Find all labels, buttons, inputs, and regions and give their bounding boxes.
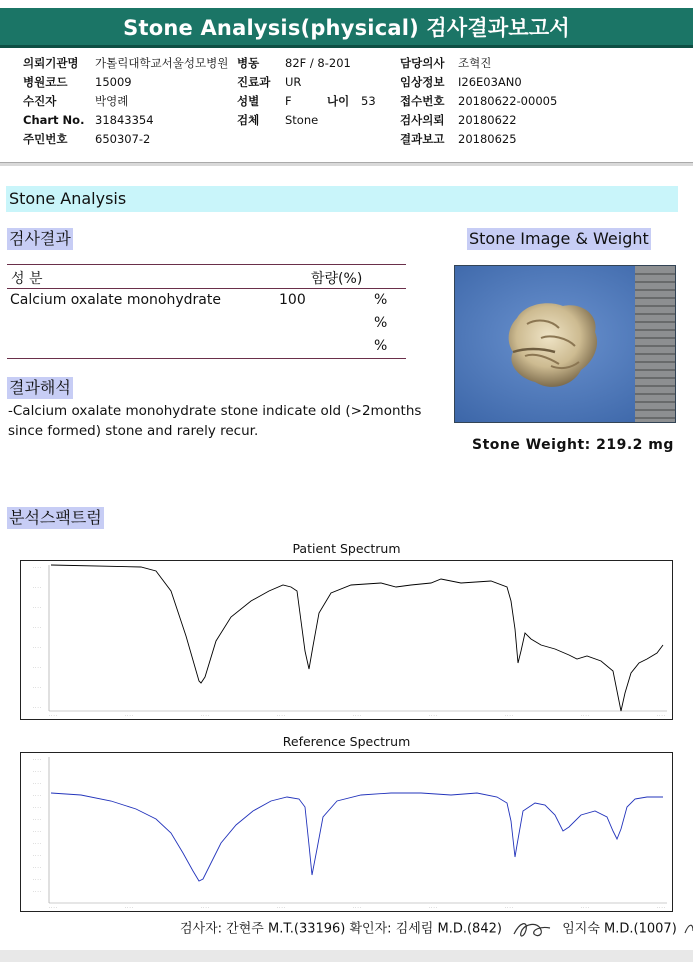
patient-value: 박영례	[95, 94, 129, 108]
examiner-text: 검사자: 간현주 M.T.(33196) 확인자: 김세림 M.D.(842)	[180, 921, 502, 937]
unit-cell: %	[374, 292, 388, 308]
table-row	[7, 289, 406, 312]
svg-text:· · · ·: · · · ·	[429, 906, 437, 910]
svg-text:· · · ·: · · · ·	[33, 782, 41, 786]
age-value: 53	[361, 94, 376, 108]
referring-institution-value: 가톨릭대학교서울성모병원	[95, 56, 229, 70]
svg-text:· · · ·: · · · ·	[33, 606, 41, 610]
reference-spectrum-title: Reference Spectrum	[282, 734, 411, 749]
hospital-code-label: 병원코드	[23, 75, 68, 89]
svg-text:· · · ·: · · · ·	[33, 818, 41, 822]
svg-text:· · · ·: · · · ·	[33, 830, 41, 834]
info-col1	[23, 54, 233, 149]
specimen-label: 검체	[237, 113, 260, 127]
reviewer-text: 임지숙 M.D.(1007)	[562, 921, 677, 937]
svg-text:· · · ·: · · · ·	[49, 906, 57, 910]
spectrum-heading: 분석스팩트럼	[9, 508, 102, 527]
svg-text:· · · ·: · · · ·	[33, 842, 41, 846]
ward-label: 병동	[237, 56, 260, 70]
patient-spectrum-box	[20, 560, 673, 720]
svg-text:· · · ·: · · · ·	[277, 906, 285, 910]
info-col2	[237, 54, 397, 130]
amount-cell: 100	[279, 292, 306, 308]
svg-text:· · · ·: · · · ·	[125, 906, 133, 910]
chart-no-label: Chart No.	[23, 113, 85, 127]
resident-no-value: 650307-2	[95, 132, 151, 146]
column-content: 함량(%)	[311, 271, 363, 287]
stone-photo-graphic	[455, 266, 676, 423]
component-cell: Calcium oxalate monohydrate	[10, 292, 221, 308]
table-header	[7, 265, 406, 289]
referring-institution-label: 의뢰기관명	[23, 56, 79, 70]
svg-text:· · · ·: · · · ·	[353, 906, 361, 910]
svg-text:· · · ·: · · · ·	[33, 854, 41, 858]
svg-text:· · · ·: · · · ·	[49, 714, 57, 718]
report-date-value: 20180625	[458, 132, 517, 146]
accession-no-label: 접수번호	[400, 94, 445, 108]
unit-cell: %	[374, 338, 388, 354]
stone-weight: Stone Weight: 219.2 mg	[472, 437, 674, 453]
report-title: Stone Analysis(physical) 검사결과보고서	[0, 8, 693, 48]
accession-no-value: 20180622-00005	[458, 94, 558, 108]
signature-icon	[510, 916, 554, 942]
clinical-info-label: 임상정보	[400, 75, 445, 89]
reference-spectrum-plot	[21, 753, 672, 911]
svg-text:· · · ·: · · · ·	[33, 666, 41, 670]
department-value: UR	[285, 75, 302, 89]
svg-text:· · · ·: · · · ·	[33, 866, 41, 870]
svg-text:· · · ·: · · · ·	[33, 706, 41, 710]
department-label: 진료과	[237, 75, 271, 89]
table-row	[7, 335, 406, 358]
svg-text:· · · ·: · · · ·	[33, 770, 41, 774]
svg-text:· · · ·: · · · ·	[505, 714, 513, 718]
result-table	[7, 264, 406, 359]
svg-text:· · · ·: · · · ·	[33, 646, 41, 650]
interpretation-text: -Calcium oxalate monohydrate stone indicate old (>2months since formed) stone and rarely recur.	[8, 403, 422, 439]
svg-text:· · · ·: · · · ·	[33, 626, 41, 630]
patient-spectrum-plot	[21, 561, 672, 719]
svg-text:· · · ·: · · · ·	[581, 714, 589, 718]
unit-cell: %	[374, 315, 388, 331]
signature-icon	[683, 917, 693, 941]
svg-text:· · · ·: · · · ·	[201, 714, 209, 718]
resident-no-label: 주민번호	[23, 132, 68, 146]
svg-text:· · · ·: · · · ·	[33, 878, 41, 882]
ward-value: 82F / 8-201	[285, 56, 351, 70]
svg-text:· · · ·: · · · ·	[353, 714, 361, 718]
column-component: 성 분	[11, 271, 43, 287]
request-date-label: 검사의뢰	[400, 113, 445, 127]
chart-no-value: 31843354	[95, 113, 154, 127]
reference-spectrum-box	[20, 752, 673, 912]
footer-bar	[0, 950, 693, 962]
sex-label: 성별	[237, 94, 260, 108]
svg-text:· · · ·: · · · ·	[33, 806, 41, 810]
patient-spectrum-title: Patient Spectrum	[292, 541, 401, 556]
table-row	[7, 312, 406, 335]
svg-text:· · · ·: · · · ·	[33, 890, 41, 894]
stone-photo	[454, 265, 676, 423]
age-label: 나이	[327, 94, 350, 108]
sex-value: F	[285, 94, 292, 108]
svg-text:· · · ·: · · · ·	[581, 906, 589, 910]
svg-text:· · · ·: · · · ·	[33, 794, 41, 798]
svg-text:· · · ·: · · · ·	[125, 714, 133, 718]
svg-text:· · · ·: · · · ·	[33, 566, 41, 570]
physician-value: 조혁진	[458, 56, 492, 70]
info-col3	[400, 54, 600, 149]
image-heading: Stone Image & Weight	[469, 229, 649, 248]
section-title: Stone Analysis	[6, 186, 678, 212]
svg-text:· · · ·: · · · ·	[277, 714, 285, 718]
specimen-value: Stone	[285, 113, 319, 127]
patient-label: 수진자	[23, 94, 57, 108]
svg-text:· · · ·: · · · ·	[33, 586, 41, 590]
svg-text:· · · ·: · · · ·	[33, 758, 41, 762]
svg-text:· · · ·: · · · ·	[201, 906, 209, 910]
clinical-info-value: I26E03AN0	[458, 75, 522, 89]
svg-text:· · · ·: · · · ·	[657, 906, 665, 910]
physician-label: 담당의사	[400, 56, 445, 70]
interpretation-heading: 결과해석	[9, 378, 71, 397]
svg-text:· · · ·: · · · ·	[33, 686, 41, 690]
svg-text:· · · ·: · · · ·	[657, 714, 665, 718]
request-date-value: 20180622	[458, 113, 517, 127]
signature-line	[180, 916, 693, 942]
report-date-label: 결과보고	[400, 132, 445, 146]
header-divider	[0, 162, 693, 166]
svg-text:· · · ·: · · · ·	[429, 714, 437, 718]
svg-text:· · · ·: · · · ·	[505, 906, 513, 910]
result-heading: 검사결과	[9, 229, 71, 248]
hospital-code-value: 15009	[95, 75, 132, 89]
